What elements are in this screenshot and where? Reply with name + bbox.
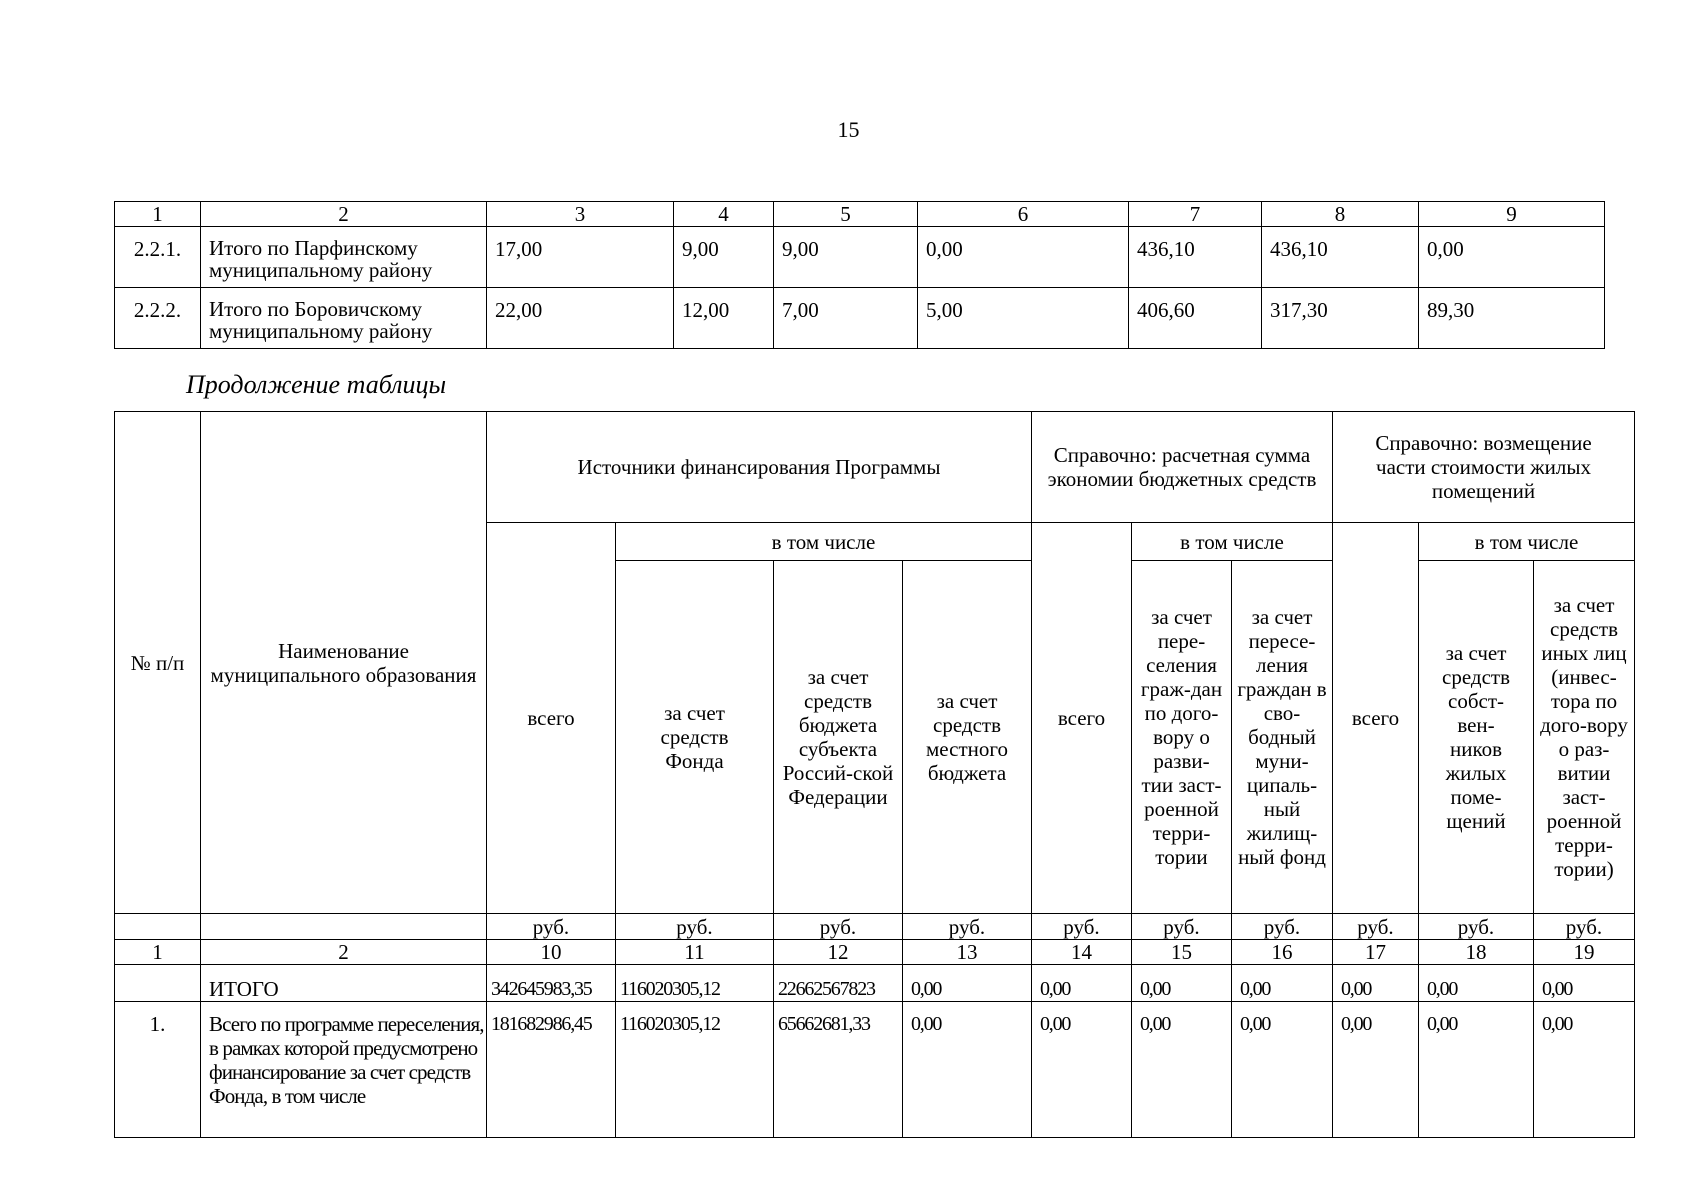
cell-value: 436,10 (1129, 227, 1262, 288)
table-row (115, 1002, 1635, 1138)
cell-value: 0,00 (1534, 965, 1635, 1002)
cell-value: 22662567823 (774, 965, 903, 1002)
cell-value: 0,00 (1419, 1002, 1534, 1138)
blank-cell (201, 914, 487, 940)
cell-value: 0,00 (903, 965, 1032, 1002)
table-row (115, 227, 1605, 288)
group-header-economy: Справочно: расчетная сумма экономии бюджетных средств (1032, 412, 1333, 523)
col-header-owners-funds: за счет средств собст-вен-ников жилых поме-щений (1419, 561, 1534, 914)
cell-value: 89,30 (1419, 288, 1605, 349)
cell-value: 317,30 (1262, 288, 1419, 349)
row-code: 2.2.1. (115, 227, 201, 288)
cell-value: 0,00 (1132, 1002, 1232, 1138)
table-row (115, 288, 1605, 349)
table-row (115, 965, 1635, 1002)
cell-value: 0,00 (1534, 1002, 1635, 1138)
col-header-number: № п/п (115, 412, 201, 914)
column-number: 12 (774, 940, 903, 965)
cell-value: 5,00 (918, 288, 1129, 349)
row-name: Итого по Боровичскому муниципальному району (201, 288, 487, 349)
cell-value: 0,00 (1333, 1002, 1419, 1138)
cell-value: 0,00 (1232, 965, 1333, 1002)
col-header-local-budget: за счет средств местного бюджета (903, 561, 1032, 914)
blank-cell (115, 914, 201, 940)
column-number: 2 (201, 202, 487, 227)
column-number: 10 (487, 940, 616, 965)
unit-label: руб. (487, 914, 616, 940)
main-table (114, 411, 1635, 1138)
unit-label: руб. (774, 914, 903, 940)
incl-header: в том числе (1419, 523, 1635, 561)
unit-label: руб. (903, 914, 1032, 940)
cell-value: 12,00 (674, 288, 774, 349)
cell-value: 9,00 (674, 227, 774, 288)
column-number: 13 (903, 940, 1032, 965)
cell-value: 0,00 (903, 1002, 1032, 1138)
unit-label: руб. (1232, 914, 1333, 940)
column-number: 9 (1419, 202, 1605, 227)
cell-value: 65662681,33 (774, 1002, 903, 1138)
column-number: 15 (1132, 940, 1232, 965)
column-number: 17 (1333, 940, 1419, 965)
col-header-fund: за счет средств Фонда (616, 561, 774, 914)
row-name: Итого по Парфинскому муниципальному району (201, 227, 487, 288)
cell-value: 0,00 (1132, 965, 1232, 1002)
unit-row (115, 914, 1635, 940)
cell-value: 0,00 (1419, 227, 1605, 288)
col-header-subject-budget: за счет средств бюджета субъекта Россий-ской Федерации (774, 561, 903, 914)
col-header-total: всего (1032, 523, 1132, 914)
row-name: ИТОГО (201, 965, 487, 1002)
cell-value: 342645983,35 (487, 965, 616, 1002)
cell-value: 116020305,12 (616, 965, 774, 1002)
column-number: 2 (201, 940, 487, 965)
col-header-name: Наименование муниципального образования (201, 412, 487, 914)
header-row (115, 412, 1635, 523)
col-header-resettlement-development: за счет пере-селения граж-дан по дого-вору о разви-тии заст-роенной терри-тории (1132, 561, 1232, 914)
column-number: 3 (487, 202, 674, 227)
top-table-header (115, 202, 1605, 227)
cell-value: 0,00 (918, 227, 1129, 288)
column-number: 18 (1419, 940, 1534, 965)
table-caption: Продолжение таблицы (186, 370, 447, 399)
column-number: 16 (1232, 940, 1333, 965)
col-header-resettlement-free-fund: за счет пересе-ления граждан в сво-бодный муни-ципаль-ный жилищ-ный фонд (1232, 561, 1333, 914)
cell-value: 17,00 (487, 227, 674, 288)
unit-label: руб. (616, 914, 774, 940)
column-number: 1 (115, 940, 201, 965)
group-header-compensation: Справочно: возмещение части стоимости жилых помещений (1333, 412, 1635, 523)
cell-value: 7,00 (774, 288, 918, 349)
column-number: 1 (115, 202, 201, 227)
column-number: 11 (616, 940, 774, 965)
row-code (115, 965, 201, 1002)
cell-value: 9,00 (774, 227, 918, 288)
unit-label: руб. (1419, 914, 1534, 940)
row-name (201, 1002, 487, 1138)
column-numbers-row (115, 940, 1635, 965)
col-header-other-persons-funds: за счет средств иных лиц (инвес-тора по дого-вору о раз-витии заст-роенной терри-тории) (1534, 561, 1635, 914)
unit-label: руб. (1132, 914, 1232, 940)
cell-value: 436,10 (1262, 227, 1419, 288)
top-table (114, 201, 1605, 349)
column-number: 19 (1534, 940, 1635, 965)
unit-label: руб. (1032, 914, 1132, 940)
cell-value: 0,00 (1333, 965, 1419, 1002)
column-number: 4 (674, 202, 774, 227)
cell-value: 0,00 (1232, 1002, 1333, 1138)
page-number: 15 (837, 117, 860, 142)
cell-value: 181682986,45 (487, 1002, 616, 1138)
cell-value: 0,00 (1032, 965, 1132, 1002)
group-header-sources: Источники финансирования Программы (487, 412, 1032, 523)
cell-value: 0,00 (1419, 965, 1534, 1002)
column-number: 5 (774, 202, 918, 227)
col-header-total: всего (487, 523, 616, 914)
row-code: 2.2.2. (115, 288, 201, 349)
cell-value: 116020305,12 (616, 1002, 774, 1138)
row-name-text: Всего по программе переселения, в рамках которой предусмотрено финансирование за счет средств Фонда, в том числе (209, 1012, 484, 1108)
column-number: 7 (1129, 202, 1262, 227)
cell-value: 0,00 (1032, 1002, 1132, 1138)
cell-value: 22,00 (487, 288, 674, 349)
column-number: 8 (1262, 202, 1419, 227)
unit-label: руб. (1333, 914, 1419, 940)
column-number: 14 (1032, 940, 1132, 965)
cell-value: 406,60 (1129, 288, 1262, 349)
incl-header: в том числе (1132, 523, 1333, 561)
unit-label: руб. (1534, 914, 1635, 940)
row-code: 1. (115, 1002, 201, 1138)
col-header-total: всего (1333, 523, 1419, 914)
column-number: 6 (918, 202, 1129, 227)
incl-header: в том числе (616, 523, 1032, 561)
